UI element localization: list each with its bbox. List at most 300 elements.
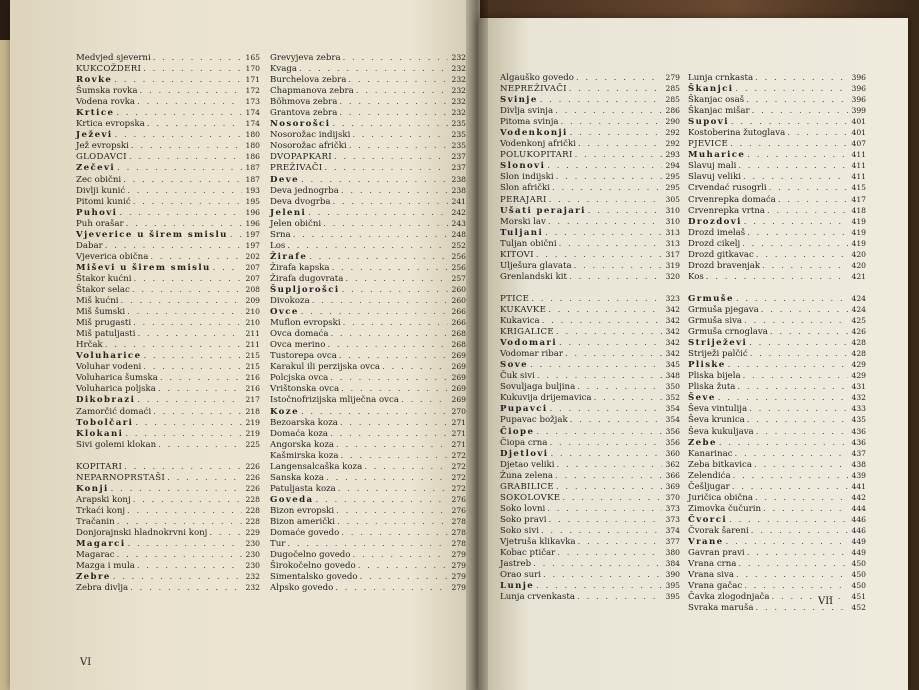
entry-page-number: 174 (245, 108, 260, 118)
index-entry (688, 182, 866, 193)
index-entry (688, 72, 866, 83)
dot-leader (339, 97, 448, 108)
index-column-right-1 (500, 72, 680, 602)
index-entry (76, 361, 260, 372)
entry-title: Magarac (76, 550, 115, 561)
entry-title: Medvjed sjeverni (76, 53, 151, 63)
dot-leader (742, 239, 848, 250)
dot-leader (556, 172, 662, 183)
entry-page-number: 428 (851, 338, 866, 348)
entry-title: Zečevi (76, 163, 116, 174)
entry-page-number: 432 (851, 393, 866, 403)
entry-page-number: 395 (665, 592, 680, 602)
dot-leader (301, 407, 448, 418)
dot-leader (541, 526, 662, 537)
index-column-right-2 (688, 72, 866, 613)
index-entry (500, 437, 680, 448)
index-entry (270, 472, 466, 483)
entry-title: Grenlandski kit (500, 271, 568, 282)
dot-leader (117, 517, 242, 528)
index-entry (76, 306, 260, 317)
entry-title: POLUKOPITARI (500, 150, 573, 161)
index-entry (76, 218, 260, 229)
index-entry (270, 52, 466, 63)
entry-title: KRIGALICE (500, 327, 555, 338)
dot-leader (332, 263, 448, 274)
entry-page-number: 420 (851, 249, 866, 259)
dot-leader (125, 429, 242, 440)
entry-title: Tuljan obični (500, 238, 557, 249)
entry-page-number: 272 (451, 461, 466, 471)
entry-title: Ulješura glavata (500, 260, 572, 271)
dot-leader (725, 537, 848, 548)
entry-page-number: 196 (245, 218, 260, 228)
dot-leader (576, 73, 662, 84)
dot-leader (588, 206, 662, 217)
dot-leader (545, 228, 662, 239)
entry-title: Krtica evropska (76, 119, 145, 130)
entry-title: GLODAVCI (76, 152, 127, 163)
entry-page-number: 180 (245, 141, 260, 151)
index-entry (270, 96, 466, 107)
entry-page-number: 313 (665, 238, 680, 248)
index-entry (688, 359, 866, 370)
index-entry (500, 238, 680, 249)
index-entry (500, 414, 680, 425)
entry-page-number: 197 (245, 229, 260, 239)
dot-leader (769, 183, 848, 194)
entry-page-number: 352 (665, 393, 680, 403)
entry-title: Alpsko govedo (270, 583, 334, 594)
dot-leader (731, 117, 848, 128)
dot-leader (158, 440, 242, 451)
entry-title: Vrana crna (688, 559, 737, 570)
index-entry (76, 372, 260, 383)
entry-page-number: 268 (451, 340, 466, 350)
entry-title: Kukuvija drijemavica (500, 393, 592, 404)
index-entry (270, 140, 466, 151)
entry-page-number: 272 (451, 472, 466, 482)
entry-title: Sivi golemi klokan (76, 439, 157, 450)
entry-title: PJEVICE (688, 139, 729, 150)
dot-leader (127, 539, 242, 550)
entry-title: Bizon evropski (270, 505, 335, 516)
entry-title: Mazga i mula (76, 561, 135, 572)
entry-title: Voluhar vodeni (76, 362, 142, 373)
index-entry (500, 271, 680, 282)
index-entry (500, 127, 680, 138)
entry-title: Koze (270, 406, 299, 417)
index-entry (500, 72, 680, 83)
entry-title: Škanjac mišar (688, 106, 750, 117)
dot-leader (549, 195, 662, 206)
dot-leader (343, 318, 448, 329)
dot-leader (147, 119, 242, 130)
index-entry (76, 505, 260, 516)
entry-page-number: 411 (851, 150, 866, 160)
dot-leader (330, 373, 448, 384)
entry-title: Polcjska ovca (270, 373, 329, 384)
dot-leader (327, 340, 448, 351)
entry-page-number: 310 (665, 216, 680, 226)
entry-title: Šupljorošci (270, 284, 340, 295)
index-entry (500, 293, 680, 304)
entry-page-number: 279 (451, 572, 466, 582)
entry-title: Ovce (270, 307, 299, 318)
index-entry (76, 207, 260, 218)
entry-page-number: 396 (851, 73, 866, 82)
dot-leader (556, 482, 662, 493)
dot-leader (755, 493, 848, 504)
entry-title: Zimovka čučurin (688, 503, 762, 514)
index-entry (500, 348, 680, 359)
index-entry (500, 227, 680, 238)
dot-leader (316, 495, 448, 506)
dot-leader (749, 404, 848, 415)
dot-leader (341, 186, 448, 197)
entry-title: Djetao veliki (500, 459, 555, 470)
entry-title: Čiope (500, 426, 535, 437)
index-entry (270, 549, 466, 560)
entry-page-number: 225 (245, 439, 260, 449)
dot-leader (129, 152, 242, 163)
entry-title: Jastreb (500, 559, 532, 570)
index-entry (270, 151, 466, 162)
index-entry (76, 284, 260, 295)
entry-title: Ježevi (76, 130, 113, 141)
index-entry (688, 149, 866, 160)
entry-page-number: 399 (851, 106, 866, 116)
page-folio: VII (818, 596, 834, 607)
index-entry (76, 549, 260, 560)
index-entry (76, 251, 260, 262)
index-entry (76, 317, 260, 328)
index-entry (270, 450, 466, 461)
entry-page-number: 219 (245, 417, 260, 427)
entry-page-number: 354 (665, 404, 680, 414)
dot-leader (336, 440, 448, 451)
entry-page-number: 228 (245, 516, 260, 526)
dot-leader (230, 230, 242, 241)
entry-page-number: 354 (665, 415, 680, 425)
entry-page-number: 260 (451, 284, 466, 294)
entry-title: Čuk sivi (500, 371, 535, 382)
dot-leader (301, 307, 448, 318)
dot-leader (134, 274, 242, 285)
entry-title: Grmuša siva (688, 316, 743, 327)
entry-page-number: 342 (665, 338, 680, 348)
dot-leader (738, 559, 848, 570)
entry-title: Škanjci (688, 84, 734, 95)
index-entry (76, 96, 260, 107)
index-entry (688, 304, 866, 315)
index-entry (270, 361, 466, 372)
entry-page-number: 276 (451, 494, 466, 504)
dot-leader (735, 84, 848, 95)
entry-title: Vrištonska ovca (270, 384, 340, 395)
index-entry (76, 383, 260, 394)
dot-leader (562, 493, 662, 504)
index-entry (500, 304, 680, 315)
dot-leader (339, 108, 448, 119)
index-entry (76, 516, 260, 527)
dot-leader (121, 296, 242, 307)
entry-page-number: 436 (851, 437, 866, 447)
entry-page-number: 401 (851, 117, 866, 127)
entry-page-number: 238 (451, 185, 466, 195)
index-entry (270, 207, 466, 218)
entry-title: KUKAVKE (500, 304, 547, 315)
entry-page-number: 197 (245, 240, 260, 250)
index-entry (76, 118, 260, 129)
dot-leader (778, 195, 848, 206)
index-entry (500, 558, 680, 569)
entry-title: Angorska koza (270, 439, 335, 450)
index-entry (270, 560, 466, 571)
index-entry (688, 160, 866, 171)
entry-page-number: 428 (851, 349, 866, 359)
index-entry (500, 337, 680, 348)
entry-page-number: 241 (451, 196, 466, 206)
entry-title: Klokani (76, 428, 124, 439)
index-entry (270, 229, 466, 240)
index-entry (500, 547, 680, 558)
entry-title: Grmuša pjegava (688, 304, 759, 315)
index-entry (500, 149, 680, 160)
entry-title: Orao suri (500, 570, 541, 581)
entry-page-number: 232 (451, 75, 466, 85)
entry-page-number: 450 (851, 570, 866, 580)
index-entry (500, 216, 680, 227)
entry-page-number: 420 (851, 260, 866, 270)
entry-title: Jeleni (270, 207, 307, 218)
entry-title: Drozd imelaš (688, 227, 746, 238)
entry-title: Nosorožac indijski (270, 130, 351, 141)
dot-leader (728, 360, 848, 371)
entry-page-number: 165 (245, 53, 260, 62)
entry-title: Vjeverice u širem smislu (76, 229, 228, 240)
entry-title: Donjorajnski hladnokrvni konj (76, 528, 208, 539)
index-entry (76, 52, 260, 63)
dot-leader (756, 603, 849, 614)
entry-title: Istočnofrizijska mliječna ovca (270, 395, 399, 406)
entry-title: Chapmanova zebra (270, 86, 354, 97)
dot-leader (737, 382, 848, 393)
index-entry (76, 107, 260, 118)
entry-page-number: 232 (451, 53, 466, 62)
index-entry (500, 569, 680, 580)
dot-leader (756, 427, 848, 438)
dot-leader (105, 241, 242, 252)
dot-leader (133, 318, 242, 329)
entry-page-number: 211 (245, 340, 260, 350)
dot-leader (754, 460, 848, 471)
entry-page-number: 207 (245, 273, 260, 283)
dot-leader (559, 239, 662, 250)
entry-title: Crvendać rusogrli (688, 183, 767, 194)
dot-leader (130, 583, 242, 594)
entry-title: Divlji kunić (76, 185, 126, 196)
entry-title: Puh orašar (76, 218, 124, 229)
entry-page-number: 268 (451, 329, 466, 339)
entry-page-number: 449 (851, 548, 866, 558)
entry-page-number: 436 (851, 426, 866, 436)
index-entry (76, 129, 260, 140)
dot-leader (127, 186, 242, 197)
entry-title: Voluharice (76, 351, 142, 362)
entry-page-number: 272 (451, 450, 466, 460)
entry-title: Divokoza (270, 296, 310, 307)
dot-leader (569, 84, 662, 95)
entry-page-number: 218 (245, 406, 260, 416)
dot-leader (578, 537, 662, 548)
index-entry (270, 328, 466, 339)
entry-title: Magarci (76, 539, 126, 550)
entry-page-number: 419 (851, 238, 866, 248)
index-entry (270, 571, 466, 582)
dot-leader (577, 592, 662, 603)
index-entry (270, 273, 466, 284)
index-entry (270, 251, 466, 262)
entry-page-number: 429 (851, 371, 866, 381)
dot-leader (335, 583, 448, 594)
entry-page-number: 356 (665, 437, 680, 447)
dot-leader (209, 528, 242, 539)
dot-leader (574, 261, 662, 272)
entry-title: Deva jednogrba (270, 185, 339, 196)
entry-title: Arapski konj (76, 494, 131, 505)
entry-title: Vodenkonj afrički (500, 139, 576, 150)
dot-leader (547, 504, 662, 515)
entry-page-number: 269 (451, 373, 466, 383)
entry-page-number: 230 (245, 539, 260, 549)
entry-page-number: 313 (665, 227, 680, 237)
entry-page-number: 256 (451, 262, 466, 272)
entry-page-number: 260 (451, 296, 466, 306)
entry-title: Soko sivi (500, 525, 539, 536)
index-entry (76, 527, 260, 538)
index-entry (688, 260, 866, 271)
index-entry (270, 516, 466, 527)
dot-leader (341, 528, 448, 539)
dot-leader (352, 550, 448, 561)
entry-page-number: 230 (245, 561, 260, 571)
index-entry (76, 162, 260, 173)
entry-page-number: 215 (245, 351, 260, 361)
dot-leader (364, 462, 448, 473)
entry-page-number: 380 (665, 548, 680, 558)
entry-page-number: 442 (851, 492, 866, 502)
entry-page-number: 229 (245, 528, 260, 538)
entry-title: Divlja svinja (500, 106, 554, 117)
entry-title: Čavka zlogodnjača (688, 592, 770, 603)
entry-page-number: 232 (451, 97, 466, 107)
entry-page-number: 452 (851, 603, 866, 613)
dot-leader (533, 559, 662, 570)
entry-title: Žuna zelena (500, 470, 554, 481)
entry-title: Nosorožac afrički (270, 141, 347, 152)
dot-leader (550, 404, 662, 415)
dot-leader (132, 285, 242, 296)
entry-title: Srna (270, 229, 291, 240)
entry-page-number: 187 (245, 163, 260, 173)
entry-title: Sovuljaga buljina (500, 382, 576, 393)
index-entry (270, 162, 466, 173)
dot-leader (736, 294, 848, 305)
index-entry (270, 196, 466, 207)
entry-page-number: 450 (851, 559, 866, 569)
dot-leader (114, 75, 242, 86)
index-entry (76, 229, 260, 240)
entry-page-number: 295 (665, 172, 680, 182)
entry-title: Miš kućni (76, 296, 119, 307)
index-entry (688, 94, 866, 105)
index-entry (500, 171, 680, 182)
entry-page-number: 356 (665, 426, 680, 436)
entry-title: Sove (500, 360, 528, 371)
entry-title: Pupavci (500, 404, 548, 415)
dot-leader (770, 327, 848, 338)
entry-title: Vrana gačac (688, 581, 743, 592)
entry-page-number: 342 (665, 304, 680, 314)
index-entry (270, 483, 466, 494)
index-entry (76, 417, 260, 428)
dot-leader (117, 550, 242, 561)
entry-page-number: 211 (245, 329, 260, 339)
index-entry (688, 249, 866, 260)
entry-title: Sanska koza (270, 472, 325, 483)
index-entry (500, 448, 680, 459)
dot-leader (337, 517, 448, 528)
entry-title: Trkaći konj (76, 505, 126, 516)
index-entry (270, 383, 466, 394)
index-entry (688, 392, 866, 403)
dot-leader (569, 272, 662, 283)
entry-title: Vodenkonji (500, 128, 568, 139)
dot-leader (577, 382, 662, 393)
index-entry (270, 527, 466, 538)
index-entry (688, 580, 866, 591)
entry-title: Muharice (688, 150, 746, 161)
index-entry (76, 85, 260, 96)
entry-page-number: 172 (245, 86, 260, 96)
index-entry (500, 105, 680, 116)
entry-title: Vjetruša klikavka (500, 536, 576, 547)
entry-page-number: 421 (851, 271, 866, 281)
index-entry (688, 525, 866, 536)
index-entry (76, 494, 260, 505)
dot-leader (537, 371, 662, 382)
entry-page-number: 360 (665, 448, 680, 458)
index-entry (270, 494, 466, 505)
entry-page-number: 350 (665, 382, 680, 392)
entry-page-number: 411 (851, 172, 866, 182)
index-entry (76, 174, 260, 185)
dot-leader (137, 97, 242, 108)
index-entry (688, 315, 866, 326)
entry-page-number: 401 (851, 128, 866, 138)
dot-leader (548, 305, 662, 316)
dot-leader (308, 208, 448, 219)
dot-leader (293, 230, 448, 241)
dot-leader (557, 548, 662, 559)
index-entry (500, 260, 680, 271)
entry-page-number: 235 (451, 119, 466, 129)
entry-page-number: 271 (451, 439, 466, 449)
entry-title: Simentalsko govedo (270, 572, 358, 583)
entry-page-number: 366 (665, 470, 680, 480)
entry-title: Deve (270, 174, 299, 185)
